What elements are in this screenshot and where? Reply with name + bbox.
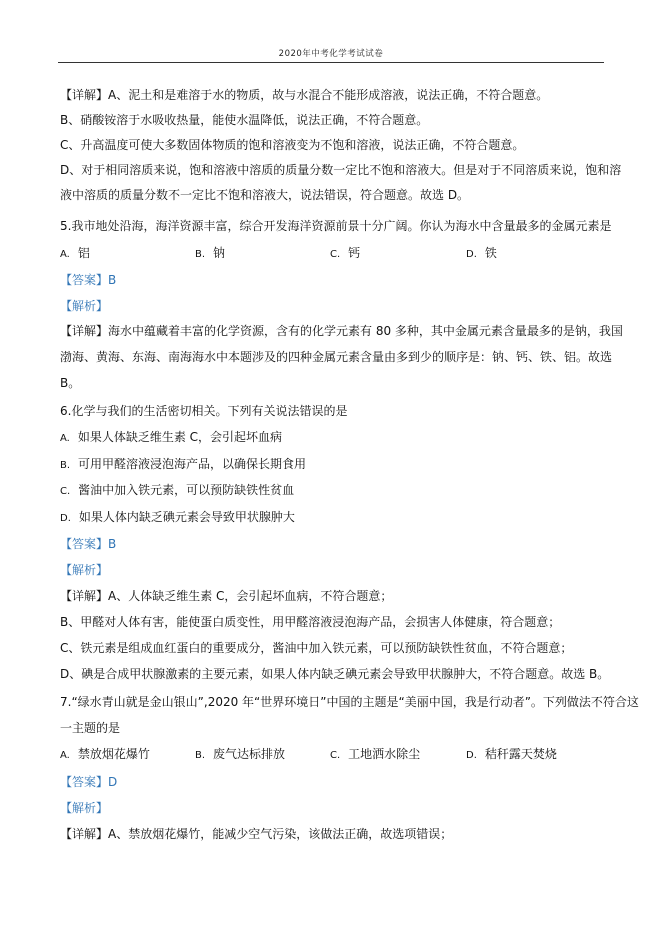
- explanation-text: A、禁放烟花爆竹，能减少空气污染，该做法正确，故选项错误；: [108, 827, 453, 841]
- option-label: C.: [60, 486, 71, 497]
- option-text: 可用甲醛溶液浸泡海产品，以确保长期食用: [78, 457, 307, 471]
- option-text: 如果人体内缺乏碘元素会导致甲状腺肿大: [78, 510, 295, 524]
- option-label: A.: [60, 249, 70, 260]
- explanation-line: B、硝酸铵溶于水吸收热量，能使水温降低，说法正确，不符合题意。: [60, 113, 429, 127]
- detail-tag: 【详解】: [60, 589, 109, 603]
- question-6: 6.化学与我们的生活密切相关。下列有关说法错误的是: [60, 404, 348, 418]
- q6-option-b: [60, 456, 306, 474]
- question-5: 5.我市地处沿海，海洋资源丰富，综合开发海洋资源前景十分广阔。你认为海水中含量最多的金属元素是: [60, 219, 612, 233]
- q6-option-c: [60, 482, 294, 500]
- explanation-line: C、铁元素是组成血红蛋白的重要成分，酱油中加入铁元素，可以预防缺铁性贫血，不符合题意；: [60, 641, 573, 655]
- option-label: B.: [195, 750, 206, 761]
- option-label: D.: [60, 513, 71, 524]
- q5-option-d: [466, 245, 497, 263]
- option-text: 秸秆露天焚烧: [484, 747, 557, 761]
- page-header: 2020年中考化学考试试卷: [278, 49, 384, 59]
- q7-option-d: [466, 746, 557, 764]
- analysis-7: 【解析】: [60, 801, 109, 815]
- explanation-line: 液中溶质的质量分数不一定比不饱和溶液大，说法错误，符合题意。故选 D。: [60, 188, 470, 202]
- q6-option-a: [60, 429, 282, 447]
- option-text: 酱油中加入铁元素，可以预防缺铁性贫血: [78, 483, 295, 497]
- q5-option-c: [330, 245, 360, 263]
- header-divider: [58, 62, 604, 63]
- option-label: D.: [466, 249, 477, 260]
- explanation-text: A、人体缺乏维生素 C，会引起坏血病，不符合题意；: [108, 589, 393, 603]
- explanation-line: [60, 323, 623, 339]
- explanation-line: [60, 87, 548, 103]
- question-7: 7.“绿水青山就是金山银山”,2020 年“世界环境日”中国的主题是“美丽中国，我是行动者”。下列做法不符合这: [60, 695, 639, 709]
- option-label: D.: [466, 750, 477, 761]
- option-text: 禁放烟花爆竹: [77, 747, 150, 761]
- q7-option-c: [330, 746, 420, 764]
- explanation-line: C、升高温度可使大多数固体物质的饱和溶液变为不饱和溶液，说法正确，不符合题意。: [60, 138, 525, 152]
- q6-option-d: [60, 509, 295, 527]
- option-label: C.: [330, 249, 341, 260]
- q5-option-b: [195, 245, 225, 263]
- explanation-text: 海水中蕴藏着丰富的化学资源，含有的化学元素有 80 多种，其中金属元素含量最多的是钠，我国: [108, 324, 623, 338]
- q7-option-a: [60, 746, 150, 764]
- answer-7: 【答案】D: [60, 775, 118, 789]
- explanation-line: B、甲醛对人体有害，能使蛋白质变性，用甲醛溶液浸泡海产品，会损害人体健康，符合题意；: [60, 615, 561, 629]
- option-label: A.: [60, 750, 70, 761]
- detail-tag: 【详解】: [60, 88, 109, 102]
- explanation-line: 渤海、黄海、东海、南海海水中本题涉及的四种金属元素含量由多到少的顺序是：钠、钙、铁、铝。故选: [60, 350, 613, 364]
- answer-5: 【答案】B: [60, 273, 117, 287]
- option-label: A.: [60, 433, 70, 444]
- option-text: 钙: [348, 246, 361, 260]
- option-text: 钠: [213, 246, 226, 260]
- explanation-line: D、对于相同溶质来说，饱和溶液中溶质的质量分数一定比不饱和溶液大。但是对于不同溶质来说，饱和溶: [60, 163, 622, 177]
- option-text: 废气达标排放: [213, 747, 286, 761]
- detail-tag: 【详解】: [60, 827, 109, 841]
- q5-option-a: [60, 245, 90, 263]
- explanation-line: [60, 826, 452, 842]
- question-7-cont: 一主题的是: [60, 721, 121, 735]
- option-text: 铁: [484, 246, 497, 260]
- q7-option-b: [195, 746, 285, 764]
- explanation-line: B。: [60, 376, 81, 390]
- option-label: B.: [60, 460, 71, 471]
- option-text: 铝: [77, 246, 90, 260]
- option-label: C.: [330, 750, 341, 761]
- explanation-line: [60, 588, 392, 604]
- explanation-text: A、泥土和是难溶于水的物质，故与水混合不能形成溶液，说法正确，不符合题意。: [108, 88, 549, 102]
- answer-6: 【答案】B: [60, 537, 117, 551]
- option-text: 工地洒水除尘: [348, 747, 421, 761]
- analysis-6: 【解析】: [60, 563, 109, 577]
- option-text: 如果人体缺乏维生素 C，会引起坏血病: [77, 430, 283, 444]
- detail-tag: 【详解】: [60, 324, 109, 338]
- option-label: B.: [195, 249, 206, 260]
- explanation-line: D、碘是合成甲状腺激素的主要元素，如果人体内缺乏碘元素会导致甲状腺肿大，不符合题意。故选 B。: [60, 667, 610, 681]
- analysis-5: 【解析】: [60, 299, 109, 313]
